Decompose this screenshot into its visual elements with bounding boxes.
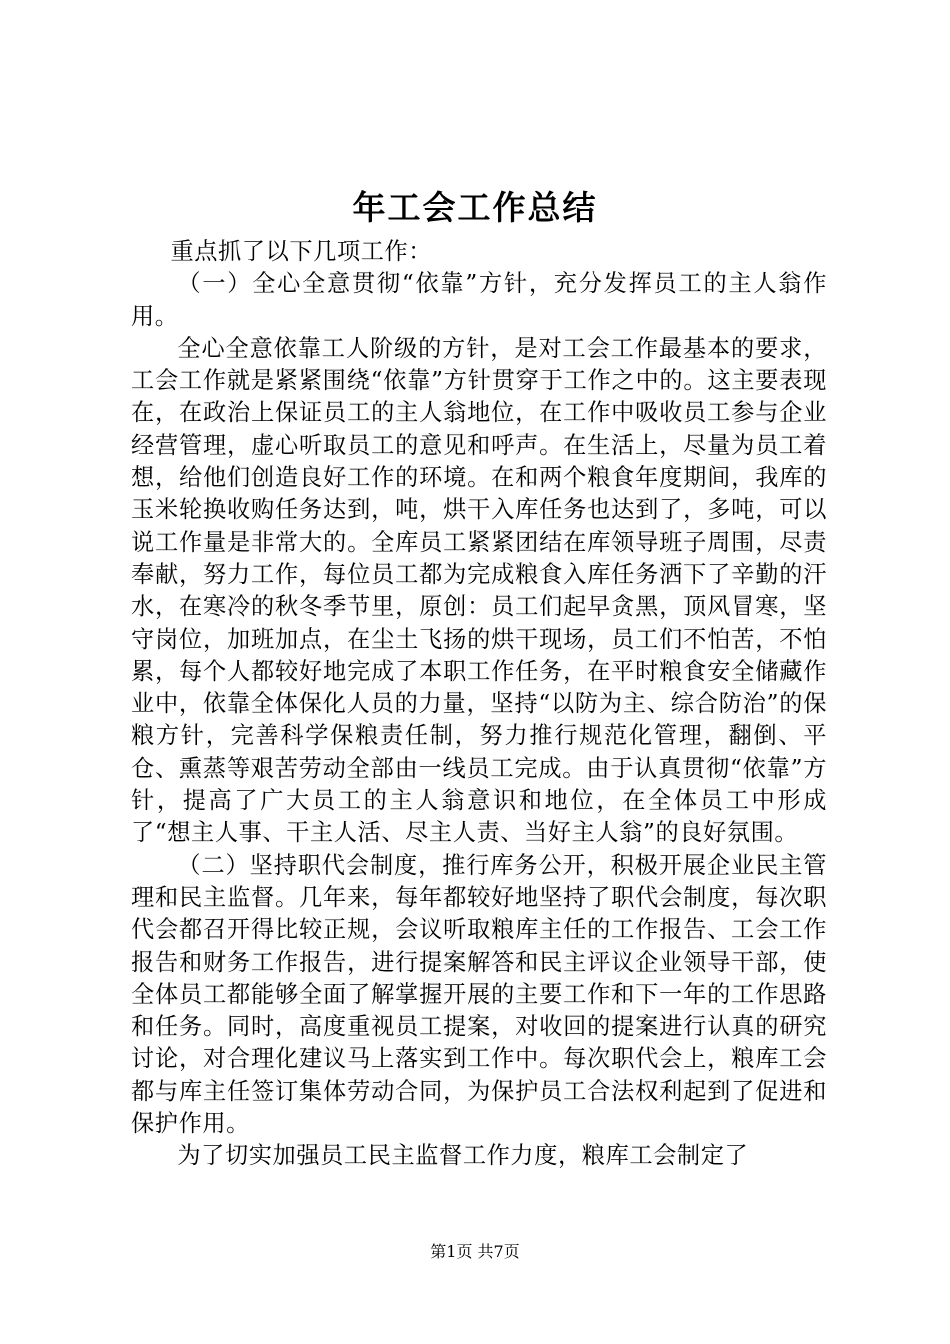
document-body [131, 236, 827, 1173]
paragraph-section-2: （二）坚持职代会制度，推行库务公开，积极开展企业民主管理和民主监督。几年来，每年都较好地坚持了职代会制度，每次职代会都召开得比较正规，会议听取粮库主任的工作报告、工会工作报告和财务工作报告，进行提案解答和民主评议企业领导干部，使全体员工都能够全面了解掌握开展的主要工作和下一年的工作思路和任务。同时，高度重视员工提案，对收回的提案进行认真的研究讨论，对合理化建议马上落实到工作中。每次职代会上，粮库工会都与库主任签订集体劳动合同，为保护员工合法权利起到了促进和保护作用。 [131, 851, 827, 1138]
paragraph-section-1-body: 全心全意依靠工人阶级的方针，是对工会工作最基本的要求，工会工作就是紧紧围绕“依靠”方针贯穿于工作之中的。这主要表现在，在政治上保证员工的主人翁地位，在工作中吸收员工参与企业经营管理，虚心听取员工的意见和呼声。在生活上，尽量为员工着想，给他们创造良好工作的环境。在和两个粮食年度期间，我库的玉米轮换收购任务达到，吨，烘干入库任务也达到了，多吨，可以说工作量是非常大的。全库员工紧紧团结在库领导班子周围，尽责奉献，努力工作，每位员工都为完成粮食入库任务洒下了辛勤的汗水，在寒冷的秋冬季节里，原创：员工们起早贪黑，顶风冒寒，坚守岗位，加班加点，在尘土飞扬的烘干现场，员工们不怕苦，不怕累，每个人都较好地完成了本职工作任务，在平时粮食安全储藏作业中，依靠全体保化人员的力量，坚持“以防为主、综合防治”的保粮方针，完善科学保粮责任制，努力推行规范化管理，翻倒、平仓、熏蒸等艰苦劳动全部由一线员工完成。由于认真贯彻“依靠”方针，提高了广大员工的主人翁意识和地位，在全体员工中形成了“想主人事、干主人活、尽主人责、当好主人翁”的良好氛围。 [131, 334, 827, 847]
paragraph-intro: 重点抓了以下几项工作： [170, 238, 433, 265]
paragraph-continued: 为了切实加强员工民主监督工作力度，粮库工会制定了 [177, 1142, 749, 1170]
document-title: 年工会工作总结 [352, 188, 598, 227]
paragraph-section-1-heading: （一）全心全意贯彻“依靠”方针，充分发挥员工的主人翁作用。 [131, 270, 827, 330]
page-number-footer: 第1页 共7页 [430, 1242, 520, 1261]
